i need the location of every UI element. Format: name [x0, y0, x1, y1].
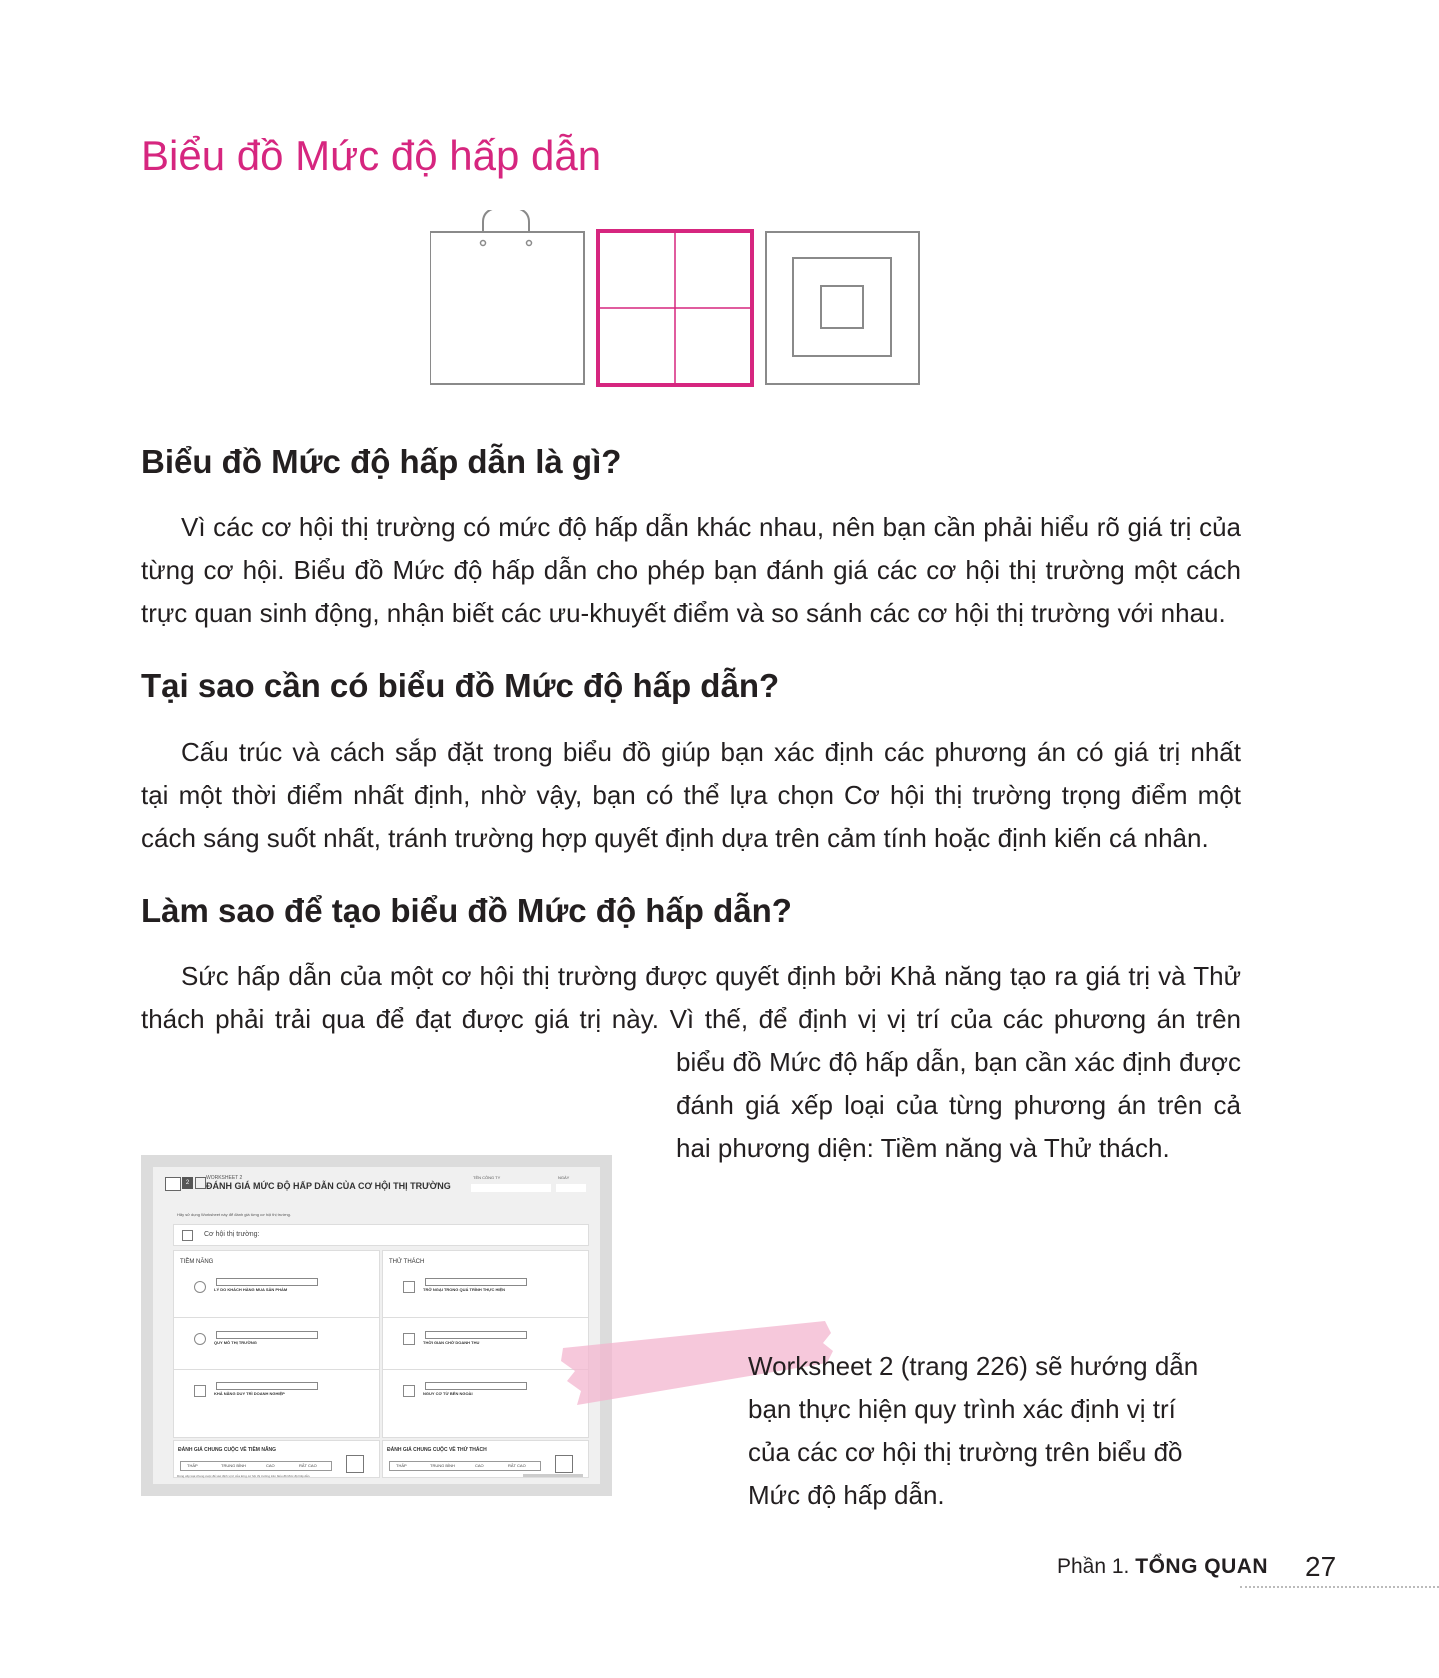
- summary-title: ĐÁNH GIÁ CHUNG CUỘC VỀ THỬ THÁCH: [387, 1447, 487, 1453]
- section-1-paragraph: [141, 506, 1241, 635]
- scale-label: CAO: [266, 1463, 275, 1468]
- worksheet-icon: [195, 1177, 206, 1189]
- grid-mini-icon: [346, 1455, 364, 1473]
- item-icon: [403, 1385, 415, 1397]
- potential-panel: [173, 1250, 380, 1438]
- scale-label: RẤT CAO: [508, 1463, 526, 1468]
- opportunity-label: Cơ hội thị trường:: [204, 1231, 260, 1238]
- scale-label: THẤP: [396, 1463, 407, 1468]
- note-line: Mức độ hấp dẫn.: [748, 1480, 945, 1510]
- scale-label: THẤP: [187, 1463, 198, 1468]
- text-line: từng cơ hội. Biểu đồ Mức độ hấp dẫn cho phép bạn đánh giá các cơ hội thị trường một cách: [141, 555, 1241, 585]
- panel-item: THỜI GIAN CHỜ DOANH THU: [423, 1340, 480, 1345]
- rating-scale: [216, 1278, 318, 1286]
- scale-label: TRUNG BÌNH: [430, 1463, 455, 1468]
- text-line: cách sáng suốt nhất, tránh trường hợp quyết định dựa trên cảm tính hoặc định kiến cá nhân.: [141, 823, 1209, 853]
- rating-scale: [425, 1382, 527, 1390]
- rating-scale: [216, 1382, 318, 1390]
- worksheet-instruction: Hãy sử dụng Worksheet này để đánh giá từng cơ hội thị trường.: [177, 1212, 291, 1217]
- rating-scale: [216, 1331, 318, 1339]
- worksheet-footer: Dùng xếp loại chung cuộc để xác định vị trí của từng cơ hội thị trường trên biểu đồ Mức độ hấp dẫn.: [177, 1474, 311, 1478]
- panel-title: THỬ THÁCH: [389, 1259, 425, 1265]
- panel-item: TRỞ NGẠI TRONG QUÁ TRÌNH THỰC HIỆN: [423, 1287, 506, 1292]
- opportunity-icon: [182, 1230, 193, 1241]
- worksheet-bar: [523, 1474, 583, 1477]
- summary-scale: [389, 1461, 541, 1471]
- divider: [174, 1317, 379, 1318]
- footer-dots: [1240, 1586, 1439, 1588]
- chart-icons: [430, 210, 950, 395]
- panel-item: LÝ DO KHÁCH HÀNG MUA SẢN PHẨM: [214, 1287, 288, 1292]
- item-icon: [403, 1281, 415, 1293]
- item-icon: [194, 1281, 206, 1293]
- section-3-paragraph: [141, 955, 1241, 1041]
- item-icon: [194, 1385, 206, 1397]
- note-line: của các cơ hội thị trường trên biểu đồ: [748, 1437, 1183, 1467]
- divider: [174, 1369, 379, 1370]
- note-line: Worksheet 2 (trang 226) sẽ hướng dẫn: [748, 1351, 1199, 1381]
- summary-scale: [180, 1461, 332, 1471]
- text-line: biểu đồ Mức độ hấp dẫn, bạn cần xác định được: [676, 1047, 1241, 1077]
- grid-mini-icon: [555, 1455, 573, 1473]
- text-line: tại một thời điểm nhất định, nhờ vậy, bạn có thể lựa chọn Cơ hội thị trường trọng điểm một: [141, 780, 1241, 810]
- panel-item: QUY MÔ THỊ TRƯỜNG: [214, 1340, 257, 1345]
- page-number: 27: [1305, 1551, 1337, 1582]
- rating-scale: [425, 1278, 527, 1286]
- worksheet-company: TÊN CÔNG TY: [473, 1175, 501, 1180]
- rating-scale: [425, 1331, 527, 1339]
- section-3-heading: Làm sao để tạo biểu đồ Mức độ hấp dẫn?: [141, 892, 792, 929]
- section-1-heading: Biểu đồ Mức độ hấp dẫn là gì?: [141, 443, 622, 480]
- text-line: đánh giá xếp loại của từng phương án trên cả: [676, 1090, 1241, 1120]
- text-line: Sức hấp dẫn của một cơ hội thị trường được quyết định bởi Khả năng tạo ra giá trị và Thử: [181, 961, 1241, 991]
- text-line: thách phải trải qua để đạt được giá trị này. Vì thế, để định vị vị trí của các phương án trên: [141, 1004, 1241, 1034]
- worksheet-note: [748, 1345, 1228, 1517]
- panel-item: KHẢ NĂNG DUY TRÌ DOANH NGHIỆP: [214, 1391, 285, 1396]
- footer-part: [1057, 1555, 1268, 1579]
- scale-label: CAO: [475, 1463, 484, 1468]
- page-title: Biểu đồ Mức độ hấp dẫn: [141, 132, 602, 179]
- worksheet-date: NGÀY: [558, 1175, 570, 1180]
- worksheet-title: ĐÁNH GIÁ MỨC ĐỘ HẤP DẪN CỦA CƠ HỘI THỊ TRƯỜNG: [206, 1181, 451, 1191]
- panel-title: TIỀM NĂNG: [180, 1259, 214, 1265]
- worksheet-opportunity: [173, 1224, 589, 1246]
- section-3-right-column: [676, 1041, 1241, 1170]
- worksheet-label: WORKSHEET 2: [206, 1175, 243, 1181]
- potential-summary: [173, 1440, 380, 1478]
- grid-icon: [598, 231, 752, 385]
- worksheet-box: [165, 1177, 181, 1191]
- worksheet-page: [153, 1167, 600, 1484]
- bag-icon: [430, 210, 584, 384]
- section-2-heading: Tại sao cần có biểu đồ Mức độ hấp dẫn?: [141, 667, 780, 704]
- text-line: trực quan sinh động, nhận biết các ưu-khuyết điểm và so sánh các cơ hội thị trường với nhau.: [141, 598, 1226, 628]
- text-line: Vì các cơ hội thị trường có mức độ hấp dẫn khác nhau, nên bạn cần phải hiểu rõ giá trị của: [181, 512, 1241, 542]
- challenge-summary: [382, 1440, 589, 1478]
- date-field: [556, 1184, 586, 1192]
- company-field: [471, 1184, 551, 1192]
- footer-part-label: Phần 1.: [1057, 1555, 1130, 1578]
- worksheet-thumbnail: [141, 1155, 612, 1496]
- item-icon: [194, 1333, 206, 1345]
- note-line: bạn thực hiện quy trình xác định vị trí: [748, 1394, 1176, 1424]
- summary-title: ĐÁNH GIÁ CHUNG CUỘC VỀ TIỀM NĂNG: [178, 1447, 277, 1453]
- panel-item: NGUY CƠ TỪ BÊN NGOÀI: [423, 1391, 473, 1396]
- worksheet-number: 2: [182, 1177, 193, 1189]
- footer-section: TỔNG QUAN: [1135, 1555, 1269, 1578]
- item-icon: [403, 1333, 415, 1345]
- scale-label: RẤT CAO: [299, 1463, 317, 1468]
- text-line: hai phương diện: Tiềm năng và Thử thách.: [676, 1133, 1170, 1163]
- scale-label: TRUNG BÌNH: [221, 1463, 246, 1468]
- text-line: Cấu trúc và cách sắp đặt trong biểu đồ giúp bạn xác định các phương án có giá trị nhất: [181, 737, 1241, 767]
- section-2-paragraph: [141, 731, 1241, 860]
- nested-squares-icon: [766, 232, 919, 384]
